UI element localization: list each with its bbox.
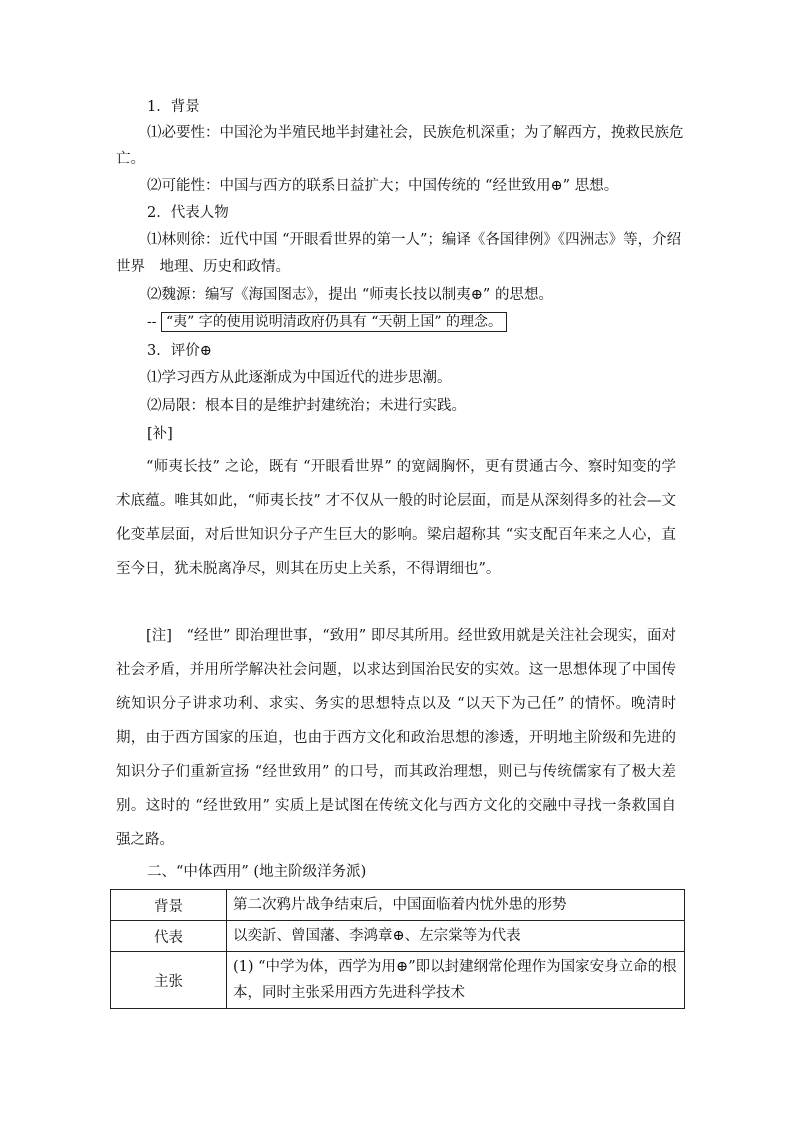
row-content: (1) “中学为体，西学为用⊕”即以封建纲常伦理作为国家安身立命的根本，同时主张采用西方先进科学技术 (227, 952, 685, 1009)
wei-yuan-paragraph: ⑵魏源：编写《海国图志》，提出 “师夷长技以制夷⊕” 的思想。 (147, 287, 553, 303)
section2-title: 二、“中体西用” (地主阶级洋务派) (147, 864, 367, 880)
possibility-paragraph: ⑵可能性：中国与西方的联系日益扩大；中国传统的 “经世致用⊕” 思想。 (147, 178, 619, 194)
evaluation-limitation: ⑵局限：根本目的是维护封建统治；未进行实践。 (147, 398, 466, 414)
boxed-annotation: “夷” 字的使用说明清政府仍具有 “天朝上国” 的理念。 (161, 312, 507, 332)
heading-background: 1．背景 (147, 99, 200, 115)
note-paragraph (116, 619, 676, 857)
row-header: 背景 (111, 890, 227, 921)
lin-zexu-paragraph-cont: 世界 地理、历史和政情。 (116, 259, 290, 275)
table-row (111, 921, 685, 952)
lin-zexu-paragraph: ⑴林则徐：近代中国 “开眼看世界的第一人”；编译《各国律例》《四洲志》等，介绍 (147, 232, 682, 248)
supplement-paragraph: “师夷长技” 之论，既有 “开眼看世界” 的宽阔胸怀，更有贯通古今、察时知变的学术底蕴。唯其如此，“师夷长技” 才不仅从一般的时论层面，而是从深刻得多的社会—文化变革层面，对后世知识分子产生巨大的影响。梁启超称其 “实支配百年来之人心，直至今日，犹未脱离净尽，则其在历史上关系，不得谓细也”。 (116, 459, 676, 577)
row-header: 主张 (111, 952, 227, 1009)
row-header: 代表 (111, 921, 227, 952)
supplement-tag: [补] (147, 426, 173, 442)
box-leader-dash: -- (147, 314, 157, 330)
westernization-table (110, 889, 685, 1009)
necessity-paragraph: ⑴必要性：中国沦为半殖民地半封建社会，民族危机深重；为了解西方，挽救民族危 (147, 125, 684, 141)
row-content: 第二次鸦片战争结束后，中国面临着内忧外患的形势 (227, 890, 685, 921)
heading-representatives: 2．代表人物 (147, 205, 229, 221)
table-row (111, 952, 685, 1009)
heading-evaluation: 3．评价⊕ (147, 343, 212, 359)
note-tag: [注] (146, 628, 172, 644)
note-text: “经世” 即治理世事，“致用” 即尽其所用。经世致用就是关注社会现实，面对社会矛盾，并用所学解决社会问题，以求达到国治民安的实效。这一思想体现了中国传统知识分子讲求功利、求实、务实的思想特点以及 “以天下为己任” 的情怀。晚清时期，由于西方国家的压迫，也由于西方文化和政治思想的渗透，开明地主阶级和先进的知识分子们重新宣扬 “经世致用” 的口号，而其政治理想，则已与传统儒家有了极大差别。这时的 “经世致用” 实质上是试图在传统文化与西方文化的交融中寻找一条救国自强之路。 (116, 628, 676, 848)
row-content: 以奕訢、曾国藩、李鸿章⊕、左宗棠等为代表 (227, 921, 685, 952)
evaluation-progress: ⑴学习西方从此逐渐成为中国近代的进步思潮。 (147, 370, 452, 386)
table-row (111, 890, 685, 921)
necessity-paragraph-cont: 亡。 (116, 151, 145, 167)
